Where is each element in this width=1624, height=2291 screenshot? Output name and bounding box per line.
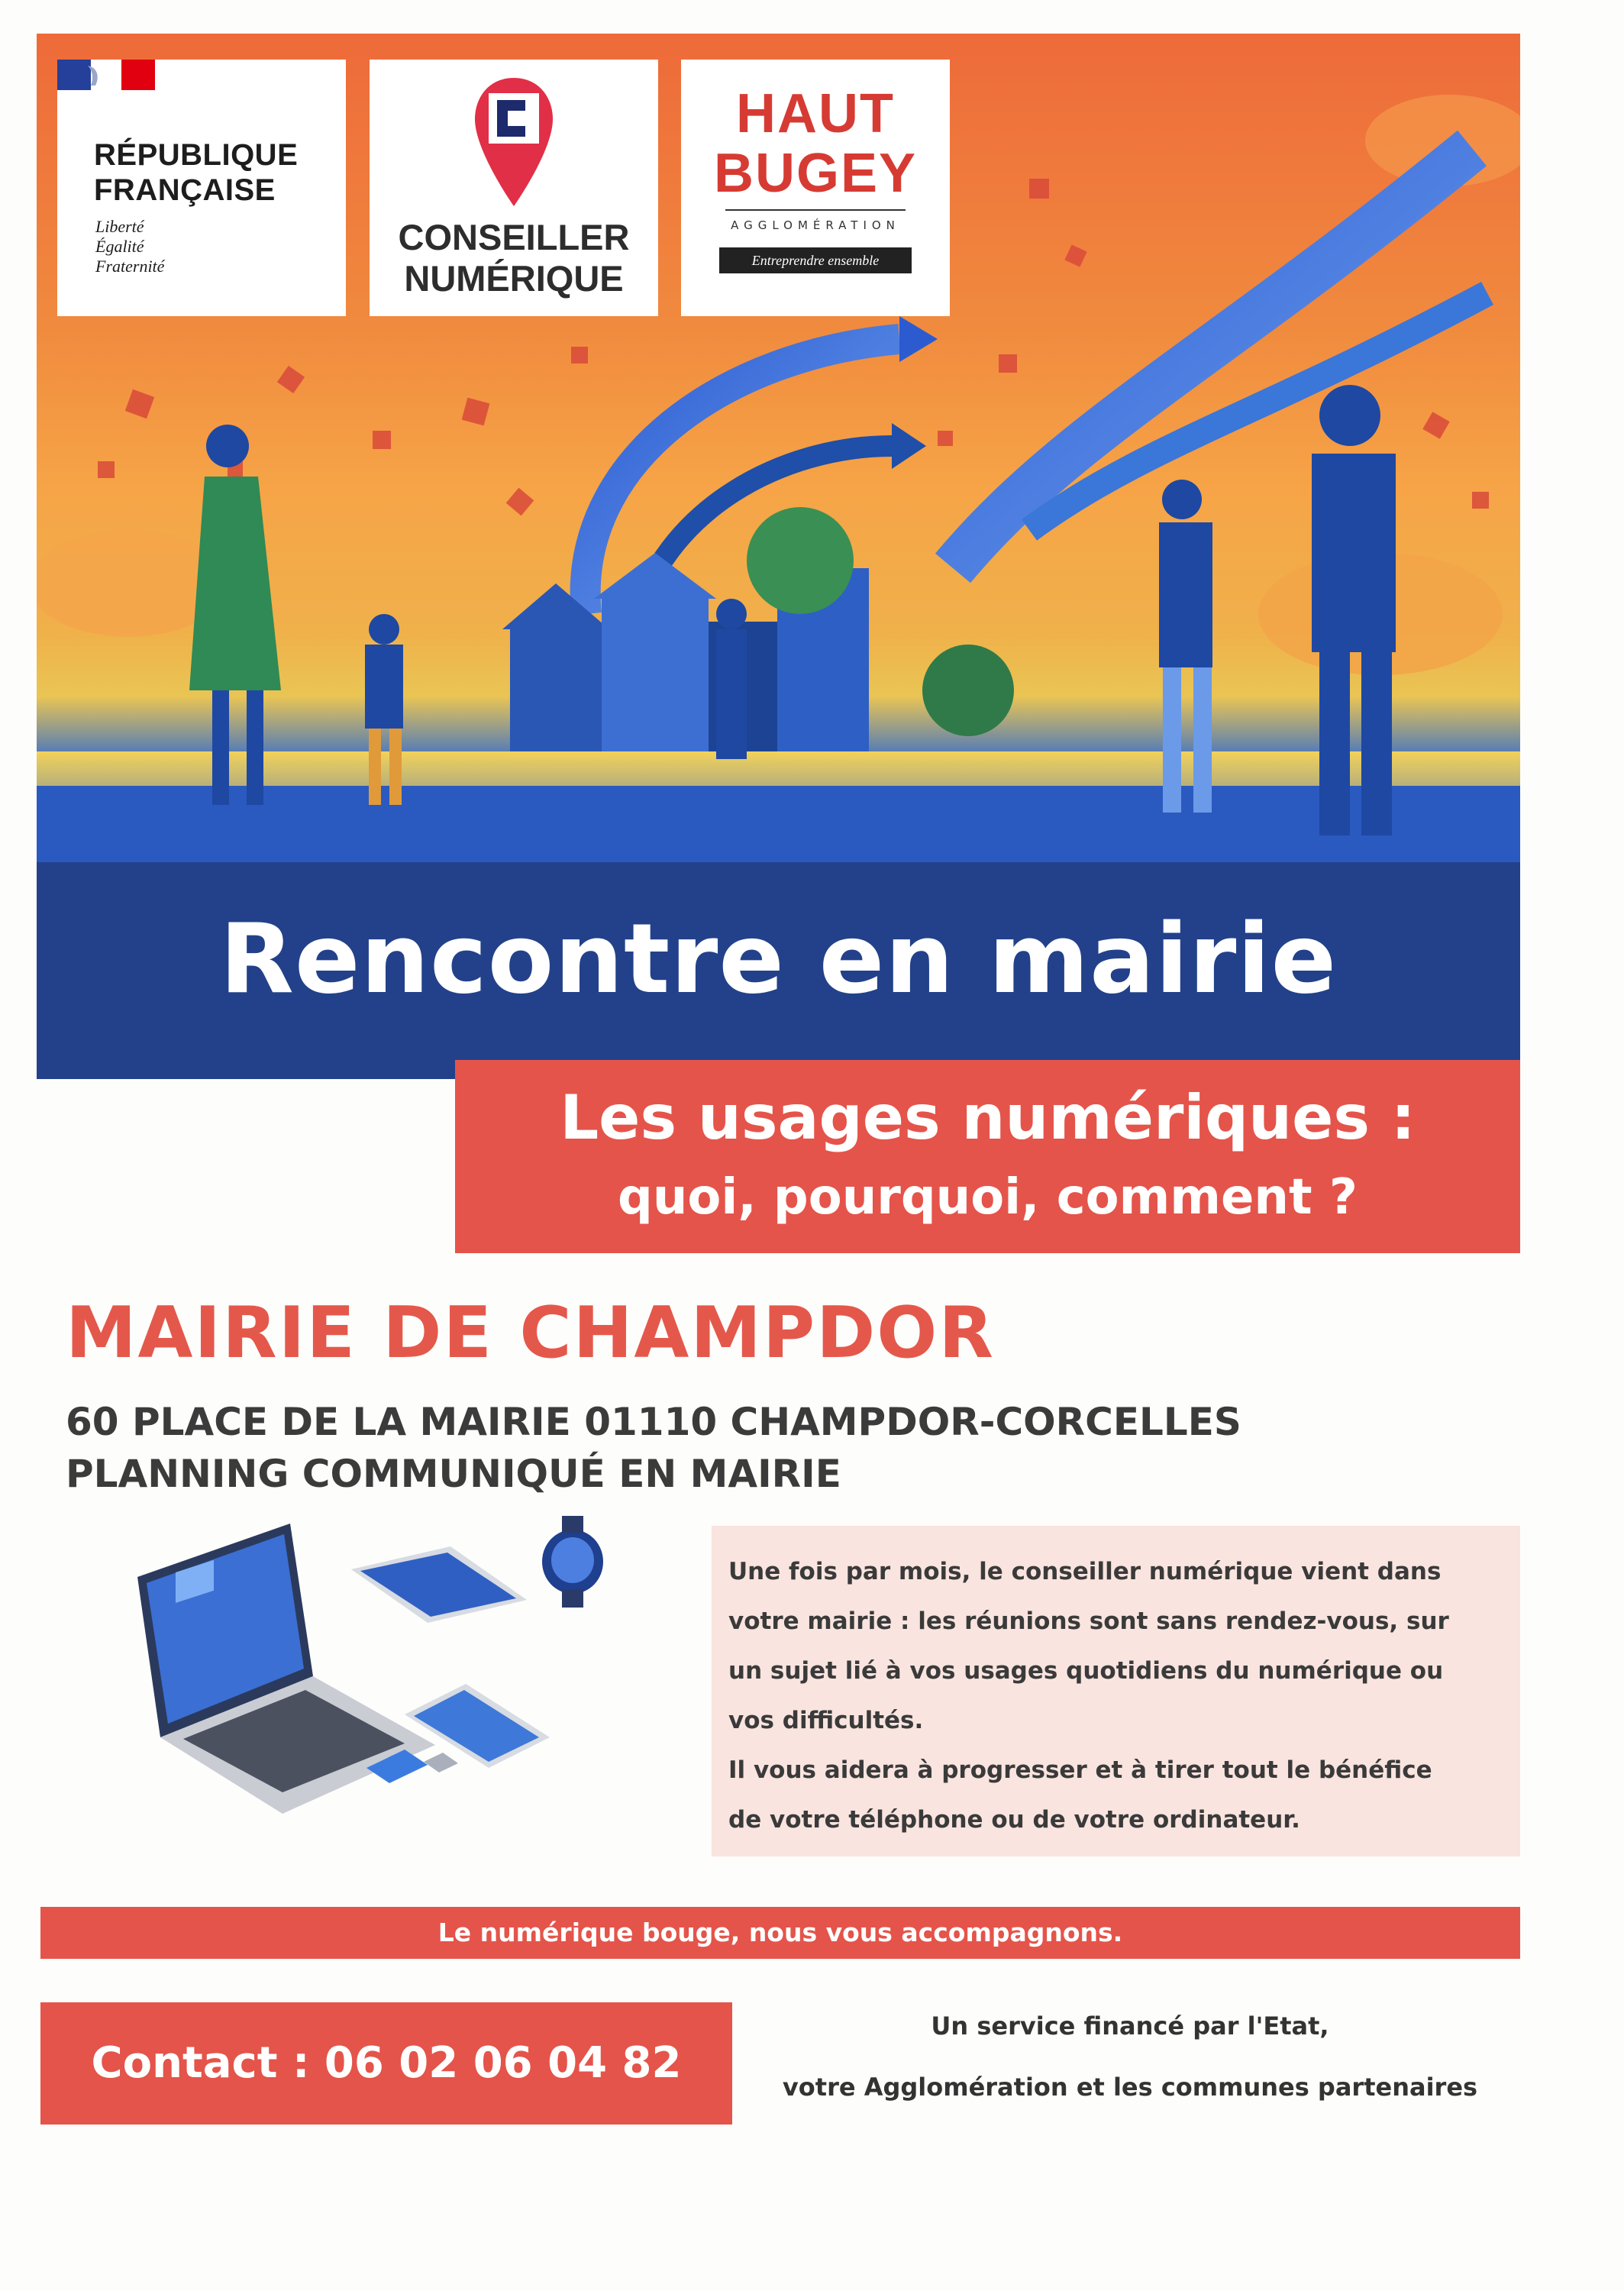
contact-box [40,2002,732,2125]
info-line-3: un sujet lié à vos usages quotidiens du numérique ou [728,1657,1444,1685]
subtitle-box [455,1060,1520,1253]
info-line-1: Une fois par mois, le conseiller numérique vient dans [728,1558,1442,1585]
haut-bugey-logo [681,60,950,316]
subtitle-line-1: Les usages numériques : [560,1082,1416,1153]
slogan-bar [40,1907,1520,1959]
conseiller-line-2: NUMÉRIQUE [404,258,624,299]
info-line-2: votre mairie : les réunions sont sans rendez-vous, sur [728,1608,1449,1635]
haut-bugey-divider [725,209,906,211]
service-line-1: Un service financé par l'Etat, [931,2011,1329,2041]
haut-bugey-title [681,84,950,203]
banner-title: Rencontre en mairie [219,903,1338,1015]
info-line-5: Il vous aidera à progresser et à tirer tout le bénéfice [728,1756,1432,1784]
devices-illustration [115,1516,702,1837]
motto-liberte: Liberté [95,217,144,236]
conseiller-title [370,217,658,299]
motto-egalite: Égalité [95,237,144,256]
republique-motto [95,217,164,276]
mairie-address: 60 PLACE DE LA MAIRIE 01110 CHAMPDOR-CORCELLES [66,1400,1241,1444]
republique-title [94,137,298,208]
info-line-6: de votre téléphone ou de votre ordinateur. [728,1806,1300,1834]
republique-line-1: RÉPUBLIQUE [94,138,299,172]
mairie-planning: PLANNING COMMUNIQUÉ EN MAIRIE [66,1452,841,1496]
conseiller-line-1: CONSEILLER [398,217,630,257]
info-line-4: vos difficultés. [728,1707,924,1734]
smartphone-icon [405,1684,550,1768]
marianne-flag-icon [57,60,155,90]
bugey-line: BUGEY [713,143,918,204]
motto-fraternite: Fraternité [95,257,165,276]
title-banner [37,862,1520,1079]
hero-illustration [37,34,1520,862]
haut-line: HAUT [736,83,895,144]
conseiller-numerique-logo [370,60,658,316]
info-box [712,1526,1520,1856]
tablet-icon [351,1546,527,1623]
slogan-text: Le numérique bouge, nous vous accompagnons. [437,1918,1123,1947]
republique-francaise-logo [57,60,346,316]
subtitle-line-2: quoi, pourquoi, comment ? [618,1169,1358,1226]
republique-line-2: FRANÇAISE [94,173,276,207]
service-line-2: votre Agglomération et les communes partenaires [782,2073,1478,2102]
mairie-title: MAIRIE DE CHAMPDOR [66,1291,995,1374]
haut-bugey-subtitle: AGGLOMÉRATION [731,218,900,232]
map-pin-icon [472,75,556,212]
haut-bugey-tagline: Entreprendre ensemble [719,247,912,273]
smartwatch-icon [542,1516,603,1608]
contact-phone: Contact : 06 02 06 04 82 [91,2038,682,2088]
